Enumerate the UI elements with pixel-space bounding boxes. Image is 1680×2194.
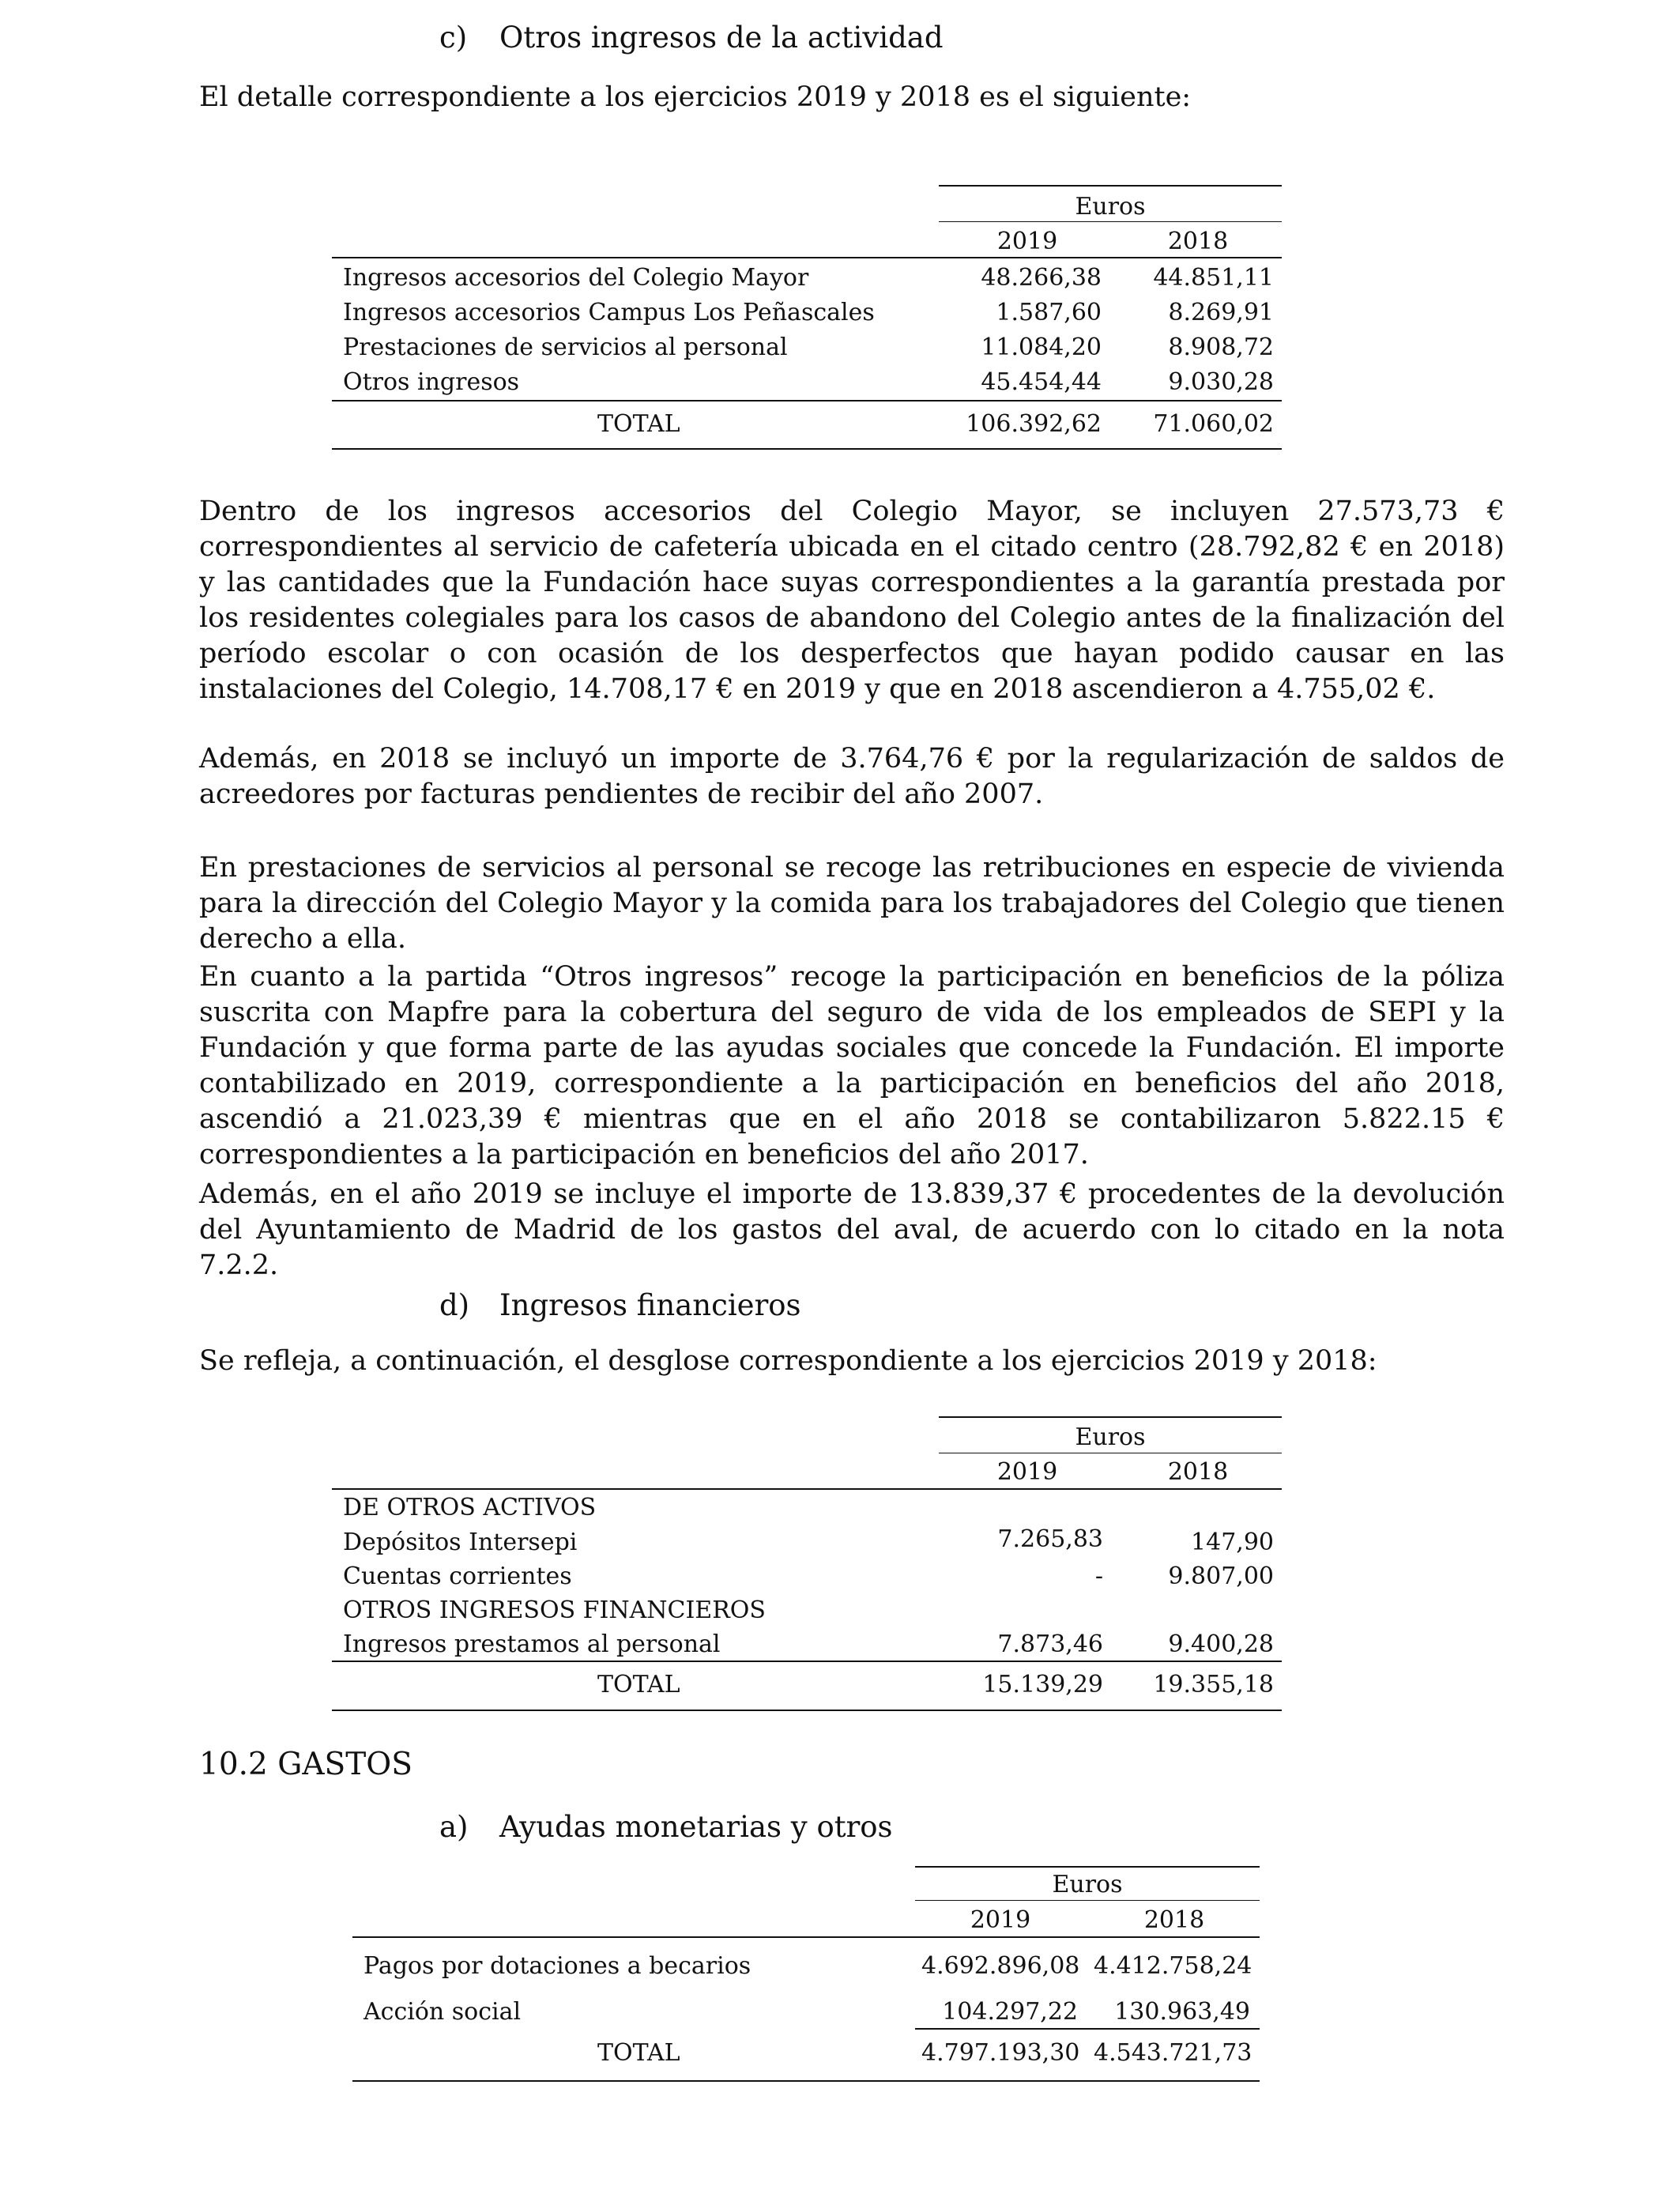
table-rule bbox=[915, 1866, 1260, 1868]
table-row-label: OTROS INGRESOS FINANCIEROS bbox=[343, 1596, 766, 1624]
table-row-label: Ingresos prestamos al personal bbox=[343, 1630, 721, 1658]
col-header-2019: 2019 bbox=[970, 1906, 1031, 1934]
paragraph: Además, en 2018 se incluyó un importe de 3.764,76 € por la regularización de saldos de acreedores por facturas pendientes de recibir del año 2007. bbox=[199, 743, 1505, 810]
table-rule bbox=[332, 1710, 1282, 1711]
table-cell-2019: 45.454,44 bbox=[981, 368, 1102, 396]
table-rule bbox=[332, 1661, 1282, 1662]
table-cell-2018: 130.963,49 bbox=[1114, 1998, 1250, 2026]
total-2019: 106.392,62 bbox=[966, 410, 1102, 438]
paragraph: En prestaciones de servicios al personal se recoge las retribuciones en especie de vivienda para la dirección del Colegio Mayor y la comida para los trabajadores del Colegio que tienen derecho a ella. bbox=[199, 852, 1505, 955]
table-rule bbox=[352, 2080, 1260, 2082]
section-gastos-title: 10.2 GASTOS bbox=[199, 1747, 412, 1782]
col-header-2018: 2018 bbox=[1143, 1906, 1205, 1934]
section-c-title: Otros ingresos de la actividad bbox=[499, 21, 944, 55]
col-header-2018: 2018 bbox=[1167, 228, 1229, 255]
total-2019: 4.797.193,30 bbox=[921, 2039, 1080, 2067]
table-cell-2019: 7.265,83 bbox=[997, 1525, 1103, 1553]
section-d-intro: Se refleja, a continuación, el desglose correspondiente a los ejercicios 2019 y 2018: bbox=[199, 1345, 1377, 1377]
table-cell-2019: 4.692.896,08 bbox=[921, 1952, 1080, 1980]
total-2018: 4.543.721,73 bbox=[1094, 2039, 1252, 2067]
section-c-letter: c) bbox=[439, 21, 468, 55]
paragraph: Dentro de los ingresos accesorios del Colegio Mayor, se incluyen 27.573,73 € correspondientes al servicio de cafetería ubicada en el citado centro (28.792,82 € en 2018) y las cantidades que la Fundación hace suyas correspondientes a la garantía prestada por los residentes colegiales para los casos de abandono del Colegio antes de la finalización del período escolar o con ocasión de los desperfectos que hayan podido causar en las instalaciones del Colegio, 14.708,17 € en 2019 y que en 2018 ascendieron a 4.755,02 €. bbox=[199, 496, 1505, 705]
table-cell-2019: 11.084,20 bbox=[981, 334, 1102, 361]
table-cell-2018: 4.412.758,24 bbox=[1094, 1952, 1252, 1980]
table-cell-2018: 8.269,91 bbox=[1168, 299, 1274, 326]
table-cell-2018: 9.807,00 bbox=[1168, 1563, 1274, 1590]
table-rule bbox=[939, 1416, 1282, 1418]
currency-header: Euros bbox=[1075, 193, 1146, 221]
table-rule bbox=[332, 1488, 1282, 1490]
table-row-label: Depósitos Intersepi bbox=[343, 1529, 578, 1556]
section-a-heading bbox=[439, 1810, 893, 1844]
table-row-label: DE OTROS ACTIVOS bbox=[343, 1494, 597, 1521]
table-row-label: Prestaciones de servicios al personal bbox=[343, 334, 788, 361]
currency-header: Euros bbox=[1052, 1871, 1123, 1898]
table-cell-2018: 8.908,72 bbox=[1168, 334, 1274, 361]
total-label: TOTAL bbox=[597, 410, 680, 438]
section-a-title: Ayudas monetarias y otros bbox=[499, 1810, 893, 1844]
section-a-letter: a) bbox=[439, 1810, 469, 1844]
section-c-heading bbox=[439, 21, 944, 55]
table-rule bbox=[332, 257, 1282, 258]
table-cell-2019: 48.266,38 bbox=[981, 264, 1102, 292]
table-cell-2018: 44.851,11 bbox=[1153, 264, 1274, 292]
total-label: TOTAL bbox=[597, 2039, 680, 2067]
col-header-2019: 2019 bbox=[996, 1458, 1058, 1486]
section-d-title: Ingresos financieros bbox=[499, 1288, 801, 1322]
table-row-label: Pagos por dotaciones a becarios bbox=[363, 1952, 751, 1980]
table-cell-2019: 7.873,46 bbox=[997, 1630, 1103, 1658]
paragraph: En cuanto a la partida “Otros ingresos” recoge la participación en beneficios de la póliza suscrita con Mapfre para la cobertura del seguro de vida de los empleados de SEPI y la Fundación y que forma parte de las ayudas sociales que concede la Fundación. El importe contabilizado en 2019, correspondiente a la participación en beneficios del año 2018, ascendió a 21.023,39 € mientras que en el año 2018 se contabilizaron 5.822.15 € correspondientes a la participación en beneficios del año 2017. bbox=[199, 961, 1505, 1171]
table-rule bbox=[915, 2028, 1260, 2030]
table-cell-2018: 9.030,28 bbox=[1168, 368, 1274, 396]
total-2018: 71.060,02 bbox=[1153, 410, 1274, 438]
table-cell-2019: 104.297,22 bbox=[942, 1998, 1078, 2026]
table-row-label: Ingresos accesorios Campus Los Peñascales bbox=[343, 299, 875, 326]
table-rule bbox=[332, 448, 1282, 450]
table-row-label: Acción social bbox=[363, 1998, 522, 2026]
table-row-label: Ingresos accesorios del Colegio Mayor bbox=[343, 264, 809, 292]
table-rule bbox=[352, 1936, 1260, 1938]
col-header-2018: 2018 bbox=[1167, 1458, 1229, 1486]
table-rule bbox=[915, 1900, 1260, 1901]
table-rule bbox=[939, 221, 1282, 222]
table-row-label: Cuentas corrientes bbox=[343, 1563, 572, 1590]
paragraph: Además, en el año 2019 se incluye el importe de 13.839,37 € procedentes de la devolución del Ayuntamiento de Madrid de los gastos del aval, de acuerdo con lo citado en la nota 7.2.2. bbox=[199, 1178, 1505, 1281]
table-cell-2019: 1.587,60 bbox=[996, 299, 1102, 326]
section-c-intro: El detalle correspondiente a los ejercicios 2019 y 2018 es el siguiente: bbox=[199, 81, 1192, 113]
total-label: TOTAL bbox=[597, 1671, 680, 1698]
table-rule bbox=[939, 185, 1282, 187]
section-d-letter: d) bbox=[439, 1288, 470, 1322]
table-cell-2019: - bbox=[1094, 1563, 1103, 1590]
table-row-label: Otros ingresos bbox=[343, 368, 520, 396]
table-cell-2018: 9.400,28 bbox=[1168, 1630, 1274, 1658]
table-cell-2018: 147,90 bbox=[1191, 1529, 1274, 1556]
total-2018: 19.355,18 bbox=[1153, 1671, 1274, 1698]
col-header-2019: 2019 bbox=[996, 228, 1058, 255]
table-rule bbox=[332, 400, 1282, 401]
currency-header: Euros bbox=[1075, 1423, 1146, 1451]
section-d-heading bbox=[439, 1288, 801, 1322]
total-2019: 15.139,29 bbox=[982, 1671, 1103, 1698]
